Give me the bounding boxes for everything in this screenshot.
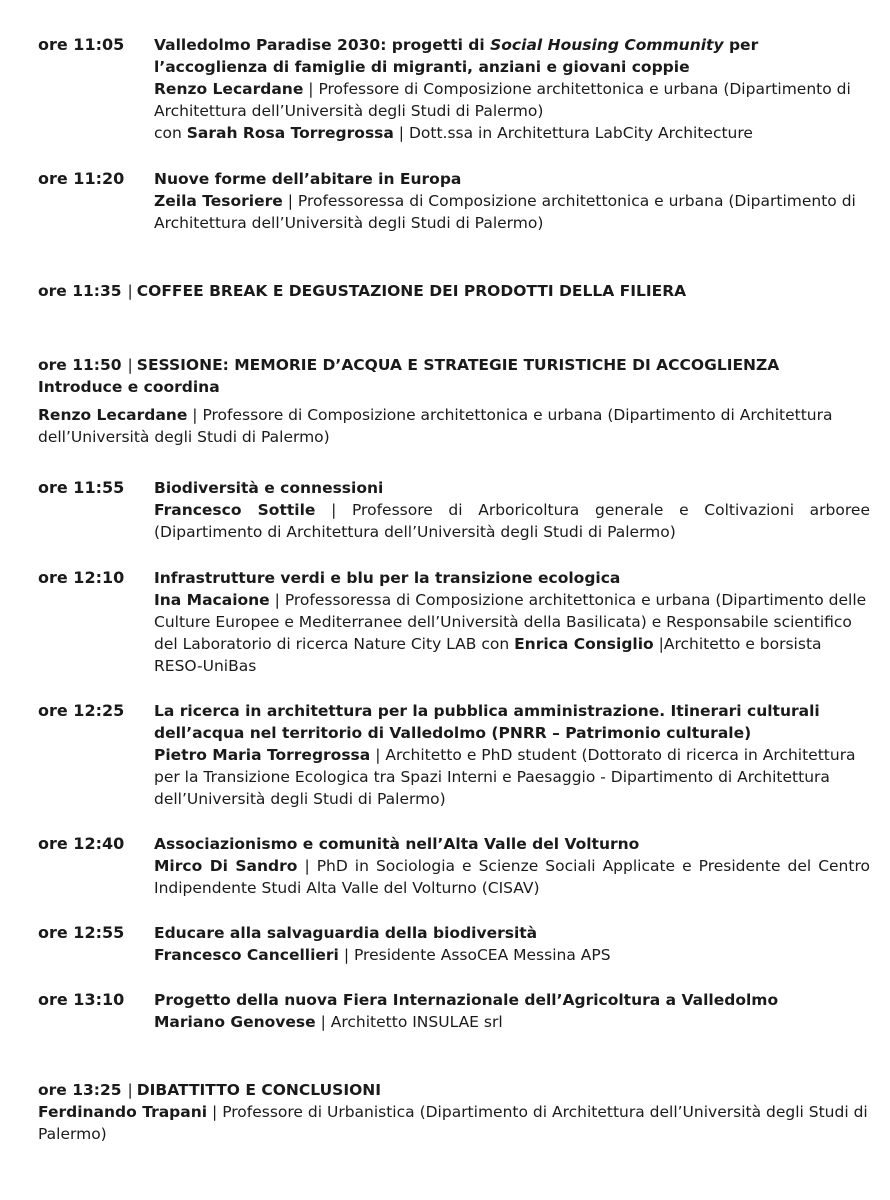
speaker-name: Pietro Maria Torregrossa [154, 746, 371, 764]
speaker-name: Mirco Di Sandro [154, 857, 298, 875]
program-item-1325 [38, 1079, 870, 1145]
time-label: ore 12:55 [38, 923, 125, 942]
time-label: ore 12:10 [38, 568, 125, 587]
speaker-line [154, 944, 870, 966]
speaker-line [154, 1011, 870, 1033]
closing-header [38, 1079, 870, 1101]
item-content [154, 168, 870, 234]
separator: | [343, 946, 350, 964]
time-label: ore 11:35 [38, 282, 122, 300]
co-speaker-role: Dott.ssa in Architettura LabCity Architecture [408, 124, 753, 142]
speaker-line [154, 78, 870, 122]
separator: | [304, 857, 310, 875]
talk-title: Biodiversità e connessioni [154, 479, 384, 497]
program-item-1120 [38, 168, 870, 234]
speaker-role: Professore di Composizione architettonica e urbana (Dipartimento di Architettura dell’Università degli Studi di Palermo) [154, 80, 851, 120]
talk-title: Associazionismo e comunità nell’Alta Valle del Volturno [154, 835, 640, 853]
time-label: ore 11:20 [38, 169, 125, 188]
session-title: SESSIONE: MEMORIE D’ACQUA E STRATEGIE TURISTICHE DI ACCOGLIENZA [136, 356, 780, 374]
speaker-name: Renzo Lecardane [38, 406, 188, 424]
separator: | [658, 635, 664, 653]
time-label: ore 13:25 [38, 1081, 122, 1099]
separator: | [287, 192, 293, 210]
speaker-name: Ina Macaione [154, 591, 270, 609]
co-speaker-name: Sarah Rosa Torregrossa [186, 124, 394, 142]
program-item-1155 [38, 477, 870, 543]
talk-title [154, 34, 870, 78]
speaker-name: Francesco Sottile [154, 501, 316, 519]
coordinator-line [38, 404, 870, 448]
item-content [154, 34, 870, 144]
program-item-1105 [38, 34, 870, 144]
item-content [154, 700, 870, 810]
program-item-1240 [38, 833, 870, 899]
time-label: ore 11:55 [38, 478, 125, 497]
item-content [154, 477, 870, 543]
speaker-role: Architetto e PhD student (Dottorato di ricerca in Architettura per la Transizione Ecologica tra Spazi Interni e Paesaggio - Dipartimento di Architettura dell’Università degli Studi di Palermo) [154, 746, 856, 808]
speaker-role: Architetto INSULAE srl [330, 1013, 503, 1031]
title-part: Valledolmo Paradise 2030: progetti di [154, 36, 491, 54]
separator: | [127, 356, 133, 374]
program-item-1210 [38, 567, 870, 677]
time-label: ore 11:05 [38, 35, 125, 54]
separator: | [398, 124, 405, 142]
program-item-1255 [38, 922, 870, 966]
program-item-1310 [38, 989, 870, 1033]
session-header [38, 354, 870, 376]
talk-title: Infrastrutture verdi e blu per la transizione ecologica [154, 569, 621, 587]
title-italic: Social Housing Community [490, 36, 724, 54]
item-content [154, 922, 870, 966]
title-part: per l’accoglienza di famiglie di migranti, anziani e giovani coppie [154, 36, 759, 76]
time-label: ore 13:10 [38, 990, 125, 1009]
speaker-line [154, 499, 870, 543]
talk-title: Educare alla salvaguardia della biodiversità [154, 924, 538, 942]
talk-title: Nuove forme dell’abitare in Europa [154, 170, 462, 188]
program-item-1225 [38, 700, 870, 810]
program-item-1135 [38, 280, 870, 302]
time-label: ore 11:50 [38, 356, 122, 374]
speaker-name: Francesco Cancellieri [154, 946, 339, 964]
closing-speaker-line [38, 1101, 870, 1145]
with-label: con [154, 124, 187, 142]
speaker-role: Presidente AssoCEA Messina APS [353, 946, 611, 964]
separator: | [212, 1103, 218, 1121]
speaker-name: Zeila Tesoriere [154, 192, 283, 210]
separator: | [127, 282, 133, 300]
closing-title: DIBATTITTO E CONCLUSIONI [136, 1081, 382, 1099]
break-title: COFFEE BREAK E DEGUSTAZIONE DEI PRODOTTI DELLA FILIERA [136, 282, 687, 300]
item-content [154, 567, 870, 677]
separator: | [192, 406, 198, 424]
program-item-1150 [38, 354, 870, 448]
speaker-name: Ferdinando Trapani [38, 1103, 208, 1121]
time-label: ore 12:25 [38, 701, 125, 720]
talk-title: Progetto della nuova Fiera Internazionale dell’Agricoltura a Valledolmo [154, 991, 779, 1009]
co-speaker-name: Enrica Consiglio [514, 635, 654, 653]
separator: | [274, 591, 280, 609]
item-content [154, 989, 870, 1033]
speaker-role: Professore di Composizione architettonica e urbana (Dipartimento di Architettura dell’Università degli Studi di Palermo) [38, 406, 833, 446]
talk-title: La ricerca in architettura per la pubblica amministrazione. Itinerari culturali dell’acqua nel territorio di Valledolmo (PNRR – Patrimonio culturale) [154, 702, 820, 742]
separator: | [320, 1013, 326, 1031]
co-speaker-role: Architetto e borsista RESO-UniBas [154, 635, 822, 675]
speaker-line [154, 855, 870, 899]
speaker-role: Professoressa di Composizione architettonica e urbana (Dipartimento delle Culture Europee e Mediterranee dell’Università della Basilicata) e Responsabile scientifico del Laboratorio di ricerca Nature City LAB con [154, 591, 867, 653]
speaker-role: Professore di Urbanistica (Dipartimento di Architettura dell’Università degli Studi di Palermo) [38, 1103, 868, 1143]
speaker-line [154, 589, 870, 677]
separator: | [375, 746, 381, 764]
time-label: ore 12:40 [38, 834, 125, 853]
speaker-role: Professore di Arboricoltura generale e Coltivazioni arboree (Dipartimento di Architettura dell’Università degli Studi di Palermo) [154, 501, 870, 541]
intro-label: Introduce e coordina [38, 378, 220, 396]
speaker-name: Mariano Genovese [154, 1013, 316, 1031]
speaker-line [154, 190, 870, 234]
item-content [154, 833, 870, 899]
separator: | [331, 501, 337, 519]
speaker-role: Professoressa di Composizione architettonica e urbana (Dipartimento di Architettura dell’Università degli Studi di Palermo) [154, 192, 856, 232]
speaker-role: PhD in Sociologia e Scienze Sociali Applicate e Presidente del Centro Indipendente Studi Alta Valle del Volturno (CISAV) [154, 857, 870, 897]
separator: | [127, 1081, 133, 1099]
separator: | [308, 80, 314, 98]
co-speaker-line [154, 122, 870, 144]
speaker-name: Renzo Lecardane [154, 80, 304, 98]
speaker-line [154, 744, 870, 810]
